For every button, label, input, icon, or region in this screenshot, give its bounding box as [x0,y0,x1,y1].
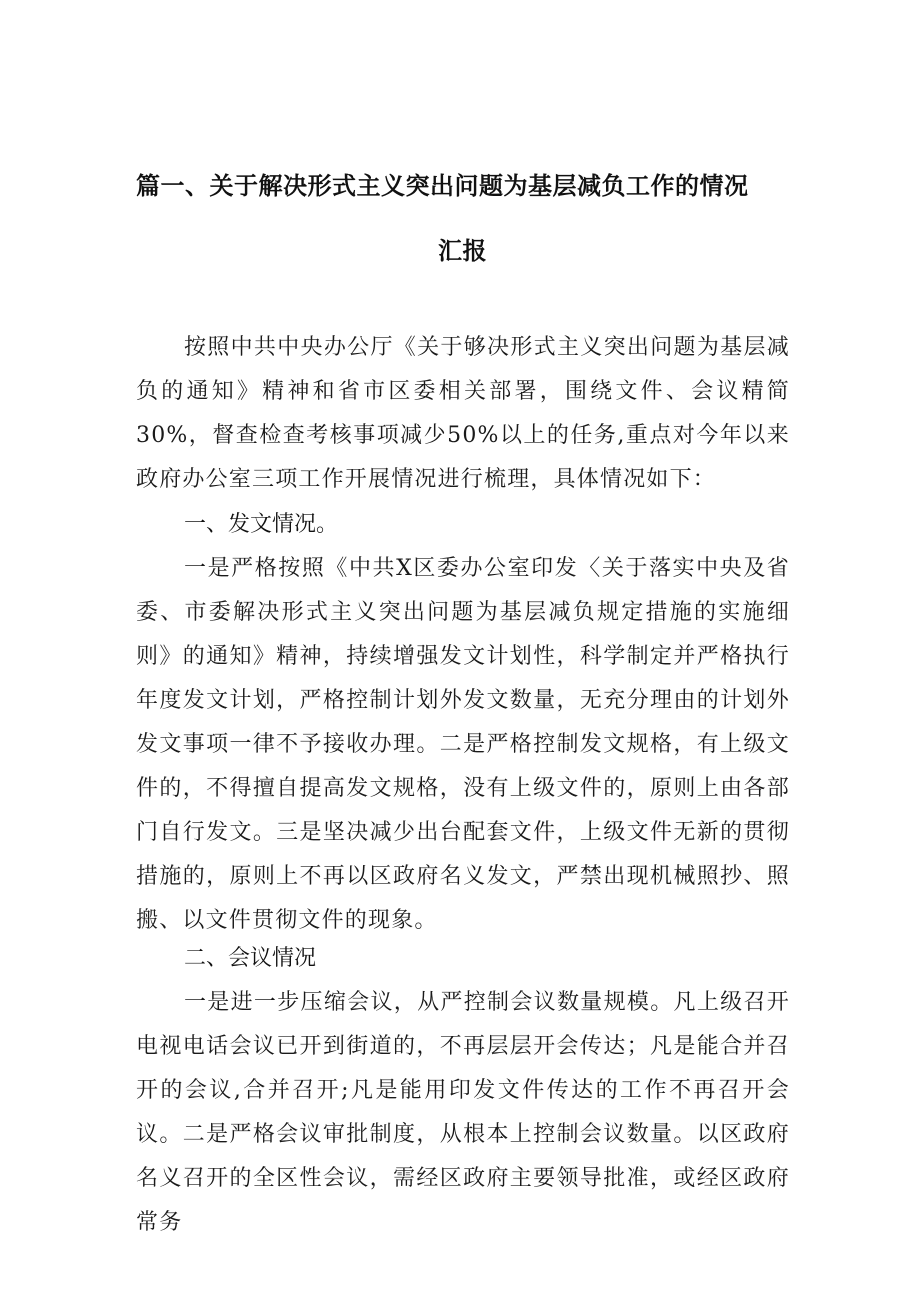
intro-paragraph: 按照中共中央办公厅《关于够决形式主义突出问题为基层减负的通知》精神和省市区委相关部署，围绕文件、会议精简30%，督查检查考核事项减少50%以上的任务,重点对今年以来政府办公室三项工作开展情况进行梳理，具体情况如下： [136,335,790,492]
section-meetings-paragraph: 一是进一步压缩会议，从严控制会议数量规模。凡上级召开电视电话会议已开到街道的，不再层层开会传达；凡是能合并召开的会议,合并召开;凡是能用印发文件传达的工作不再召开会议。二是严格会议审批制度，从根本上控制会议数量。以区政府名义召开的全区性会议，需经区政府主要领导批准，或经区政府常务 [136,990,790,1235]
section-meetings-body-block [136,981,790,1235]
section-heading-meetings: 二、会议情况 [184,946,317,971]
section-documents-paragraph: 一是严格按照《中共X区委办公室印发〈关于落实中央及省委、市委解决形式主义突出问题为基层减负规定措施的实施细则》的通知》精神，持续增强发文计划性，科学制定并严格执行年度发文计划，严格控制计划外发文数量，无充分理由的计划外发文事项一律不予接收办理。二是严格控制发文规格，有上级文件的，不得擅自提高发文规格，没有上级文件的，原则上由各部门自行发文。三是坚决减少出台配套文件，上级文件无新的贯彻措施的，原则上不再以区政府名义发文，严禁出现机械照抄、照搬、以文件贯彻文件的现象。 [136,556,790,933]
section-heading-documents: 一、发文情况。 [184,512,339,537]
document-title-line-1: 篇一、关于解决形式主义突出问题为基层减负工作的情况 [136,172,749,200]
section-documents-body-block [136,547,790,943]
intro-paragraph-block [136,326,790,502]
document-title-line-2: 汇报 [438,237,487,265]
